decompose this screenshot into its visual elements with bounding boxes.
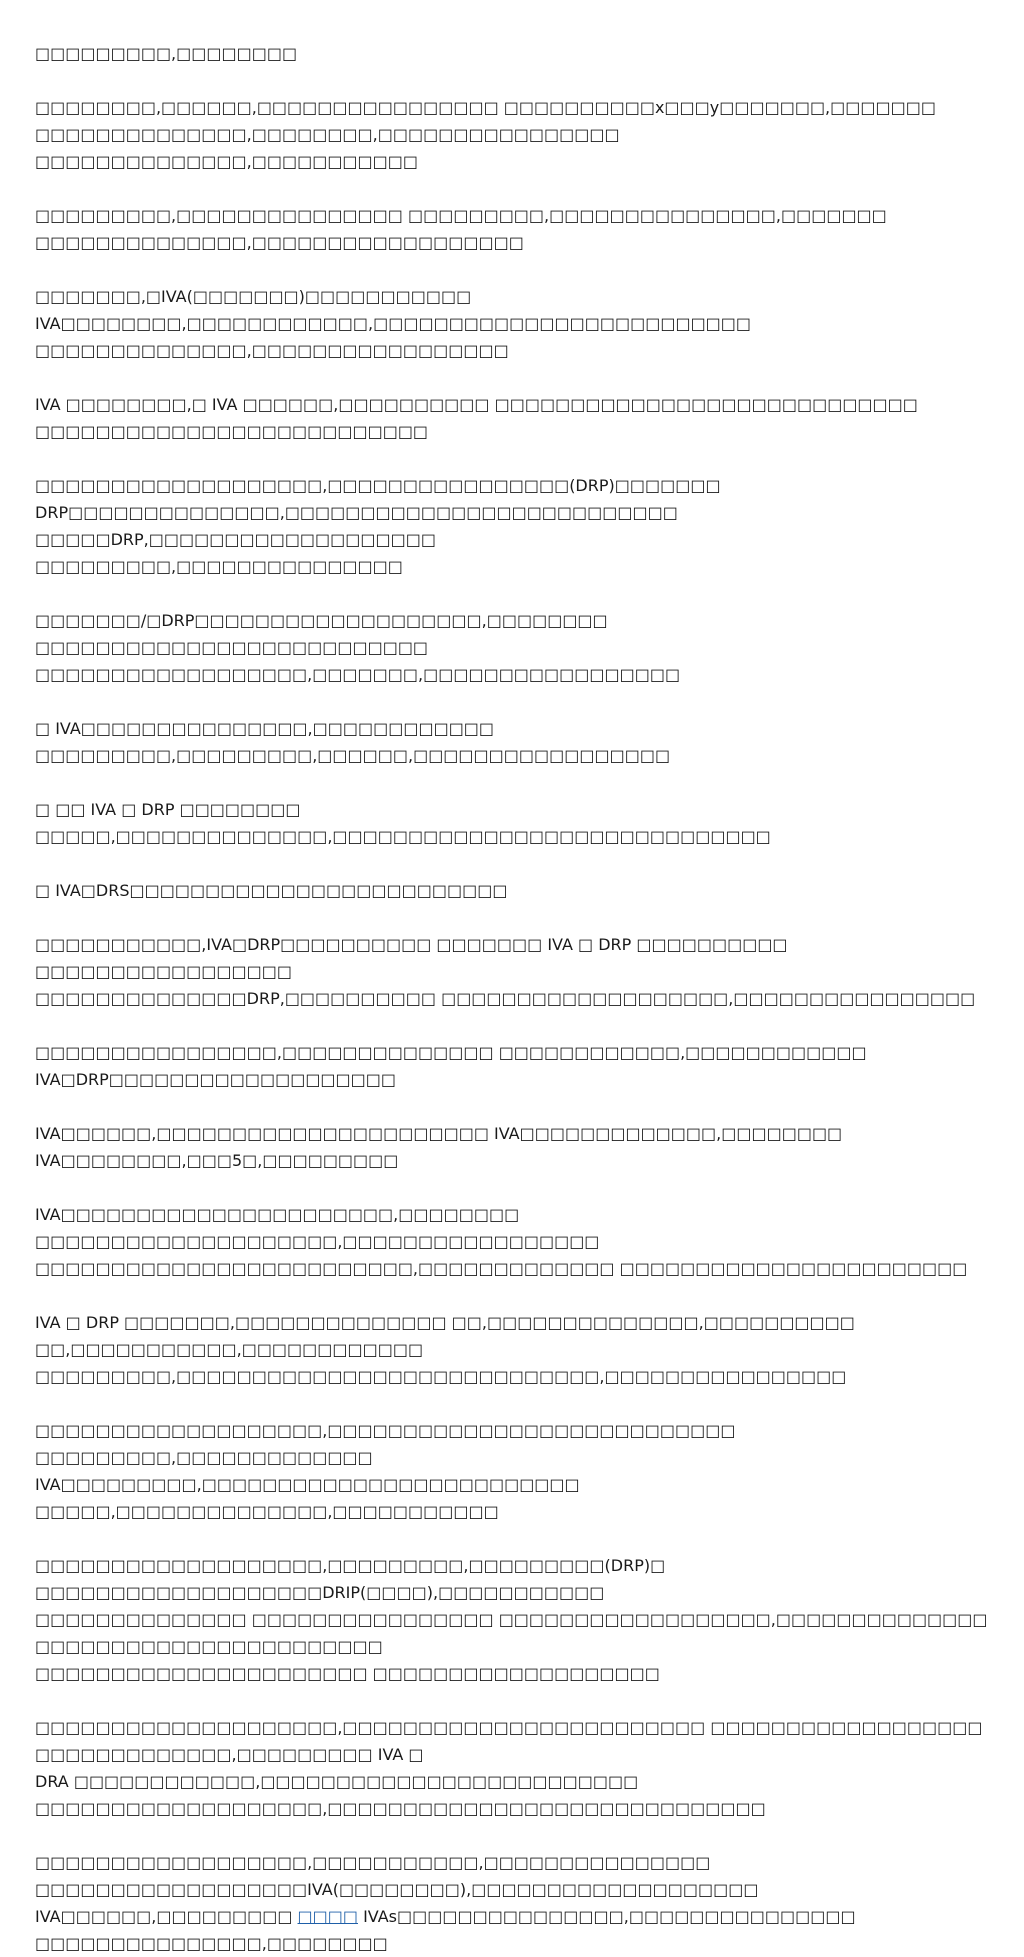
paragraph-19-line-1: □□□□□□□□□□□□□□□□□□,□□□□□□□□□□□,□□□□□□□□□□□□□□□ □□□□□□□□□□□□□□□□□□IVA(□□□□□□□□),□□□□□□□□□□□□□□□□□□□ (35, 1853, 759, 1899)
paragraph-16: □□□□□□□□□□□□□□□□□□□,□□□□□□□□□□□□□□□□□□□□□□□□□□□ □□□□□□□□□,□□□□□□□□□□□□□ IVA□□□□□□□□□,□□□□□□□□□□□□□□□□□□□□□□□□□ □□□□□,□□□□□□□□□□□□□□,□□□□□□□□□□□ (35, 1421, 736, 1521)
paragraph-12: □□□□□□□□□□□□□□□□,□□□□□□□□□□□□□□ □□□□□□□□□□□□,□□□□□□□□□□□□ IVA□DRP□□□□□□□□□□□□□□□□□□□ (35, 1043, 867, 1089)
paragraph-13: IVA□□□□□□,□□□□□□□□□□□□□□□□□□□□□□ IVA□□□□□□□□□□□□□,□□□□□□□□ IVA□□□□□□□□,□□□5□,□□□□□□□□□ (35, 1124, 843, 1170)
paragraph-14: IVA□□□□□□□□□□□□□□□□□□□□□□,□□□□□□□□ □□□□□□□□□□□□□□□□□□□□,□□□□□□□□□□□□□□□□□ □□□□□□□□□□□□□□□□□□□□□□□□□,□□□□□□□□□□□□□ □□□□□□□□□□□□□□□□□□□□□□□ (35, 1205, 968, 1278)
document-body (35, 40, 990, 1957)
paragraph-7: □□□□□□□/□DRP□□□□□□□□□□□□□□□□□□□,□□□□□□□□ □□□□□□□□□□□□□□□□□□□□□□□□□□ □□□□□□□□□□□□□□□□□□,□□□□□□□,□□□□□□□□□□□□□□□□□ (35, 611, 681, 684)
paragraph-19 (35, 1849, 990, 1957)
paragraph-19-line-2-end: IVAs□□□□□□□□□□□□□□□,□□□□□□□□□□□□□□□ □□□□□□□□□□□□□□□,□□□□□□□□ (35, 1907, 856, 1953)
inline-link[interactable]: □□□□ (297, 1907, 358, 1926)
paragraph-10: □ IVA□DRS□□□□□□□□□□□□□□□□□□□□□□□□□ (35, 881, 508, 900)
paragraph-1: □□□□□□□□□,□□□□□□□□ (35, 44, 298, 63)
paragraph-15: IVA □ DRP □□□□□□□,□□□□□□□□□□□□□□ □□,□□□□□□□□□□□□□□,□□□□□□□□□□ □□,□□□□□□□□□□□,□□□□□□□□□□□□ □□□□□□□□□,□□□□□□□□□□□□□□□□□□□□□□□□□□□□,□□□□□□□□□□□□□□□□ (35, 1313, 855, 1386)
paragraph-5: IVA □□□□□□□□,□ IVA □□□□□□,□□□□□□□□□□ □□□□□□□□□□□□□□□□□□□□□□□□□□□□ □□□□□□□□□□□□□□□□□□□□□□□□□□ (35, 395, 918, 441)
paragraph-11: □□□□□□□□□□□,IVA□DRP□□□□□□□□□□ □□□□□□□ IVA □ DRP □□□□□□□□□□ □□□□□□□□□□□□□□□□□ □□□□□□□□□□□□□□DRP,□□□□□□□□□□ □□□□□□□□□□□□□□□□□□□,□□□□□□□□□□□□□□□□ (35, 935, 976, 1008)
paragraph-3: □□□□□□□□□,□□□□□□□□□□□□□□□ □□□□□□□□□,□□□□□□□□□□□□□□□,□□□□□□□ □□□□□□□□□□□□□□,□□□□□□□□□□□□□□□□□□ (35, 206, 887, 252)
paragraph-9: □ □□ IVA □ DRP □□□□□□□□ □□□□□,□□□□□□□□□□□□□□,□□□□□□□□□□□□□□□□□□□□□□□□□□□□□ (35, 800, 771, 846)
paragraph-19-line-2-start: IVA□□□□□□,□□□□□□□□□ (35, 1907, 298, 1926)
paragraph-4: □□□□□□□,□IVA(□□□□□□□)□□□□□□□□□□□ IVA□□□□□□□□,□□□□□□□□□□□□,□□□□□□□□□□□□□□□□□□□□□□□□□ □□□□□□□□□□□□□□,□□□□□□□□□□□□□□□□□ (35, 287, 752, 360)
paragraph-18: □□□□□□□□□□□□□□□□□□□□,□□□□□□□□□□□□□□□□□□□□□□□□ □□□□□□□□□□□□□□□□□□ □□□□□□□□□□□□□,□□□□□□□□□ IVA □ DRA □□□□□□□□□□□□,□□□□□□□□□□□□□□□□□□□□□□□□□ □□□□□□□□□□□□□□□□□□□,□□□□□□□□□□□□□□□□□□□□□□□□□□□□□ (35, 1718, 983, 1818)
paragraph-8: □ IVA□□□□□□□□□□□□□□□,□□□□□□□□□□□□ □□□□□□□□□,□□□□□□□□□,□□□□□□,□□□□□□□□□□□□□□□□□ (35, 719, 671, 765)
paragraph-6: □□□□□□□□□□□□□□□□□□□,□□□□□□□□□□□□□□□□(DRP)□□□□□□□ DRP□□□□□□□□□□□□□□,□□□□□□□□□□□□□□□□□□□□□□□□□□ □□□□□DRP,□□□□□□□□□□□□□□□□□□□ □□□□□□□□□,□□□□□□□□□□□□□□□ (35, 476, 721, 576)
paragraph-2: □□□□□□□□,□□□□□□,□□□□□□□□□□□□□□□□ □□□□□□□□□□x□□□y□□□□□□□,□□□□□□□ □□□□□□□□□□□□□□,□□□□□□□□,□□□□□□□□□□□□□□□□ □□□□□□□□□□□□□□,□□□□□□□□□□□ (35, 98, 936, 171)
paragraph-17: □□□□□□□□□□□□□□□□□□□,□□□□□□□□□,□□□□□□□□□(DRP)□ □□□□□□□□□□□□□□□□□□□DRIP(□□□□),□□□□□□□□□□□ □□□□□□□□□□□□□□ □□□□□□□□□□□□□□□□ □□□□□□□□□□□□□□□□□□,□□□□□□□□□□□□□□ □□□□□□□□□□□□□□□□□□□□□□□ □□□□□□□□□□□□□□□□□□□□□□ □□□□□□□□□□□□□□□□□□□ (35, 1556, 988, 1683)
